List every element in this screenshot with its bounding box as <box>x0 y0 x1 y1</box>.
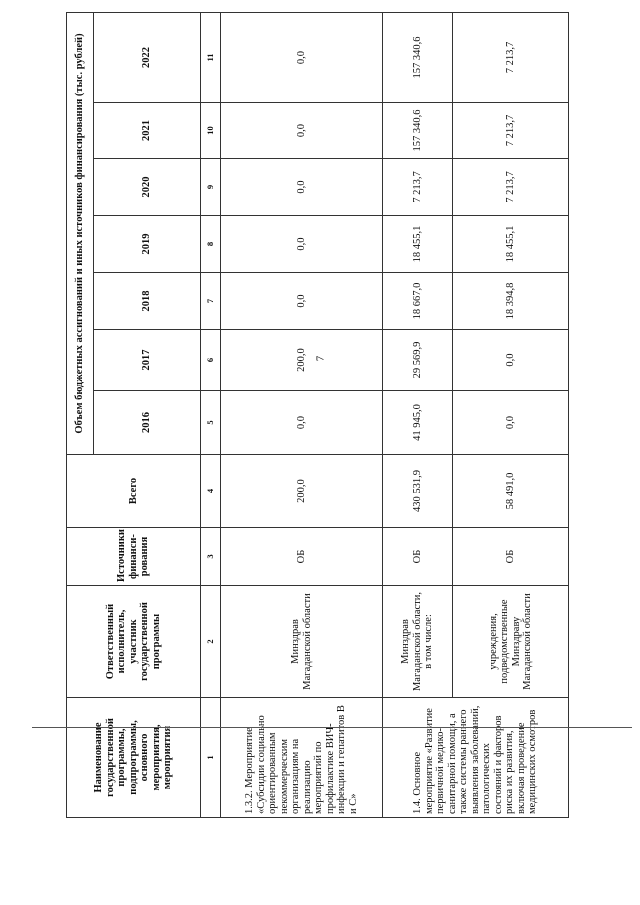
table-row <box>453 13 569 818</box>
column-number: 4 <box>201 455 221 528</box>
row-value: 18 455,1 <box>383 216 453 273</box>
header-year: 2017 <box>94 330 201 391</box>
row-value: 0,0 <box>221 391 383 455</box>
row-value: 0,0 <box>453 330 569 391</box>
row-value: 157 340,6 <box>383 103 453 159</box>
row-responsible: учреждения, подведомственные Минздраву Магаданской области <box>453 586 569 698</box>
column-number: 6 <box>201 330 221 391</box>
row-total: 58 491,0 <box>453 455 569 528</box>
row-value: 7 213,7 <box>383 159 453 216</box>
row-responsible: Минздрав Магаданской области <box>221 586 383 698</box>
header-group: Объем бюджетных ассигнований и иных источников финансирования (тыс. рублей) <box>67 13 94 455</box>
rotated-table-wrapper <box>66 13 568 818</box>
row-total: 200,0 <box>221 455 383 528</box>
column-number: 2 <box>201 586 221 698</box>
header-year: 2022 <box>94 13 201 103</box>
column-number: 9 <box>201 159 221 216</box>
column-number: 1 <box>201 698 221 818</box>
row-responsible: Минздрав Магаданской области, в том числе: <box>383 586 453 698</box>
row-value: 200,0 <box>221 330 383 391</box>
column-number: 10 <box>201 103 221 159</box>
column-number: 7 <box>201 273 221 330</box>
row-value: 0,0 <box>453 391 569 455</box>
row-name: 1.4. Основное мероприятие «Развитие первичной медико-санитарной помощи, а также системы раннего выявления заболеваний, патологических состояний и факторов риска их развития, включая проведение медицинских осмотров <box>383 698 569 818</box>
row-total: 430 531,9 <box>383 455 453 528</box>
header-year: 2019 <box>94 216 201 273</box>
header-name: Наименование государственной программы, подпрограммы, основного мероприятия, мероприятия <box>67 698 201 818</box>
row-value: 18 394,8 <box>453 273 569 330</box>
row-value: 157 340,6 <box>383 13 453 103</box>
header-sources: Источники финанси-рования <box>67 528 201 586</box>
row-value: 0,0 <box>221 13 383 103</box>
row-value: 18 667,0 <box>383 273 453 330</box>
column-number: 5 <box>201 391 221 455</box>
row-value: 7 213,7 <box>453 159 569 216</box>
row-value: 0,0 <box>221 273 383 330</box>
row-value: 29 569,9 <box>383 330 453 391</box>
column-number: 3 <box>201 528 221 586</box>
table-row <box>383 13 453 818</box>
column-number: 11 <box>201 13 221 103</box>
row-source: ОБ <box>383 528 453 586</box>
column-number: 8 <box>201 216 221 273</box>
header-year: 2018 <box>94 273 201 330</box>
row-value: 41 945,0 <box>383 391 453 455</box>
row-value: 0,0 <box>221 103 383 159</box>
row-source: ОБ <box>453 528 569 586</box>
financing-table <box>66 12 569 818</box>
row-value: 7 213,7 <box>453 103 569 159</box>
header-total: Всего <box>67 455 201 528</box>
row-source: ОБ <box>221 528 383 586</box>
header-year: 2021 <box>94 103 201 159</box>
header-year: 2020 <box>94 159 201 216</box>
table-row <box>221 13 383 818</box>
header-responsible: Ответственный исполнитель, участник государственной программы <box>67 586 201 698</box>
row-name: 1.3.2. Мероприятие «Субсидии социально ориентированным некоммерческим организациям на реализацию мероприятий по профилактике ВИЧ-инфекции и гепатитов В и С» <box>221 698 383 818</box>
row-value: 7 213,7 <box>453 13 569 103</box>
page-number: 7 <box>314 355 327 362</box>
header-year: 2016 <box>94 391 201 455</box>
row-value: 0,0 <box>221 159 383 216</box>
row-value: 18 455,1 <box>453 216 569 273</box>
row-value: 0,0 <box>221 216 383 273</box>
page-divider <box>32 727 632 728</box>
